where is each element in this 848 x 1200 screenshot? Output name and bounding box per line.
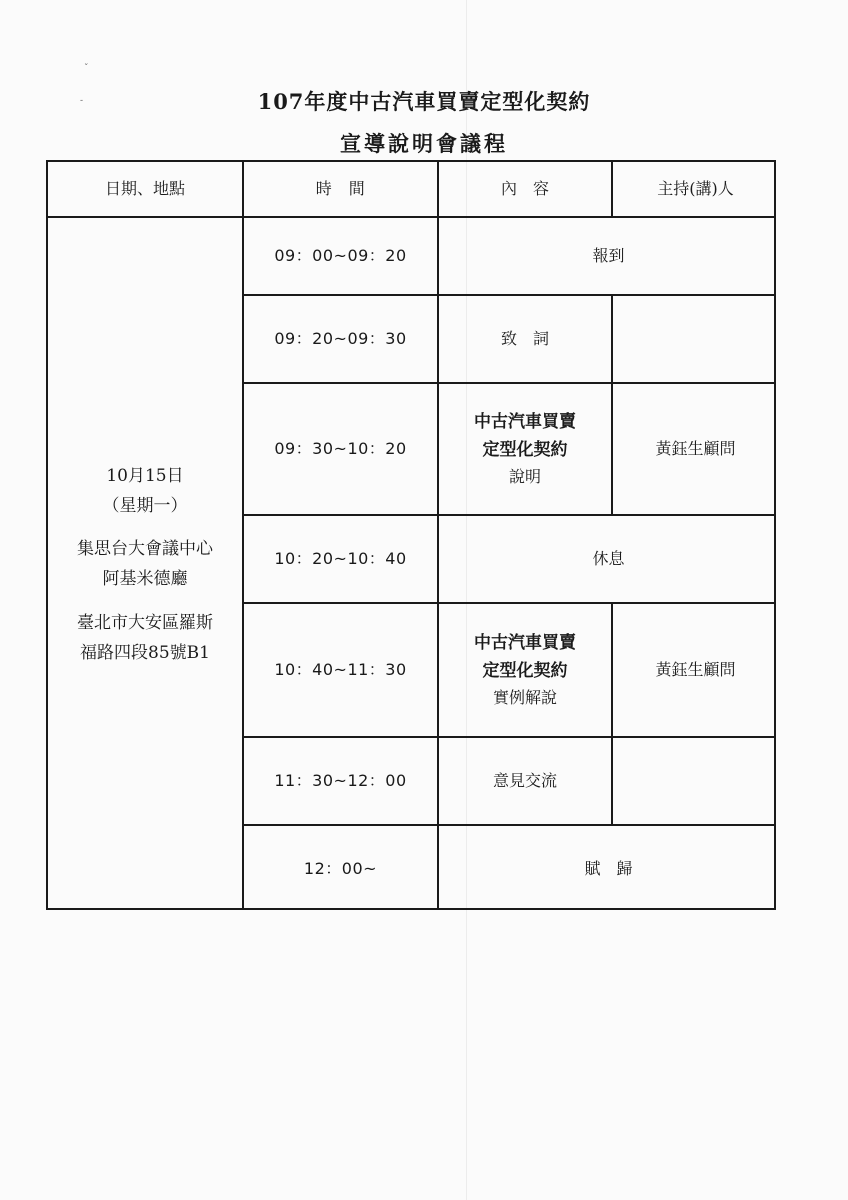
row-time: 10：20~10：40 bbox=[244, 516, 439, 604]
content-line: 中古汽車買賣 bbox=[474, 632, 576, 653]
row-content: 致 詞 bbox=[439, 296, 613, 384]
row-content: 休息 bbox=[439, 516, 776, 604]
row-content: 意見交流 bbox=[439, 738, 613, 826]
venue-address: 臺北市大安區羅斯 bbox=[77, 612, 213, 633]
content-line: 實例解說 bbox=[492, 687, 557, 707]
row-time: 09：00~09：20 bbox=[244, 218, 439, 296]
venue-address: 福路四段85號B1 bbox=[80, 642, 210, 663]
row-content bbox=[439, 384, 613, 516]
document-subtitle: 宣導說明會議程 bbox=[340, 131, 508, 156]
content-line: 說明 bbox=[508, 466, 541, 486]
content-line: 定型化契約 bbox=[482, 439, 568, 460]
row-time: 12：00~ bbox=[244, 826, 439, 910]
row-host: 黃鈺生顧問 bbox=[613, 604, 776, 738]
header-date-place: 日期、地點 bbox=[48, 162, 244, 218]
agenda-table bbox=[46, 160, 776, 910]
row-host: 黃鈺生顧問 bbox=[613, 384, 776, 516]
venue-hall: 阿基米德廳 bbox=[102, 569, 188, 589]
event-date: 10月15日 bbox=[106, 465, 184, 486]
document-title: 107年度中古汽車買賣定型化契約 bbox=[257, 89, 591, 114]
row-time: 09：30~10：20 bbox=[244, 384, 439, 516]
row-host bbox=[613, 296, 776, 384]
scan-speck: ˇ bbox=[84, 64, 89, 74]
header-content: 內 容 bbox=[439, 162, 613, 218]
row-time: 11：30~12：00 bbox=[244, 738, 439, 826]
date-location-cell bbox=[48, 218, 244, 910]
venue-name: 集思台大會議中心 bbox=[77, 539, 213, 560]
row-time: 10：40~11：30 bbox=[244, 604, 439, 738]
row-host bbox=[613, 738, 776, 826]
scan-speck: - bbox=[80, 96, 84, 106]
row-content: 報到 bbox=[439, 218, 776, 296]
row-time: 09：20~09：30 bbox=[244, 296, 439, 384]
content-line: 中古汽車買賣 bbox=[474, 411, 576, 432]
row-content: 賦 歸 bbox=[584, 858, 633, 878]
content-line: 定型化契約 bbox=[482, 660, 568, 681]
event-weekday: （星期一） bbox=[102, 495, 188, 516]
row-content bbox=[439, 604, 613, 738]
header-host: 主持(講)人 bbox=[613, 162, 776, 218]
header-time: 時 間 bbox=[244, 162, 439, 218]
